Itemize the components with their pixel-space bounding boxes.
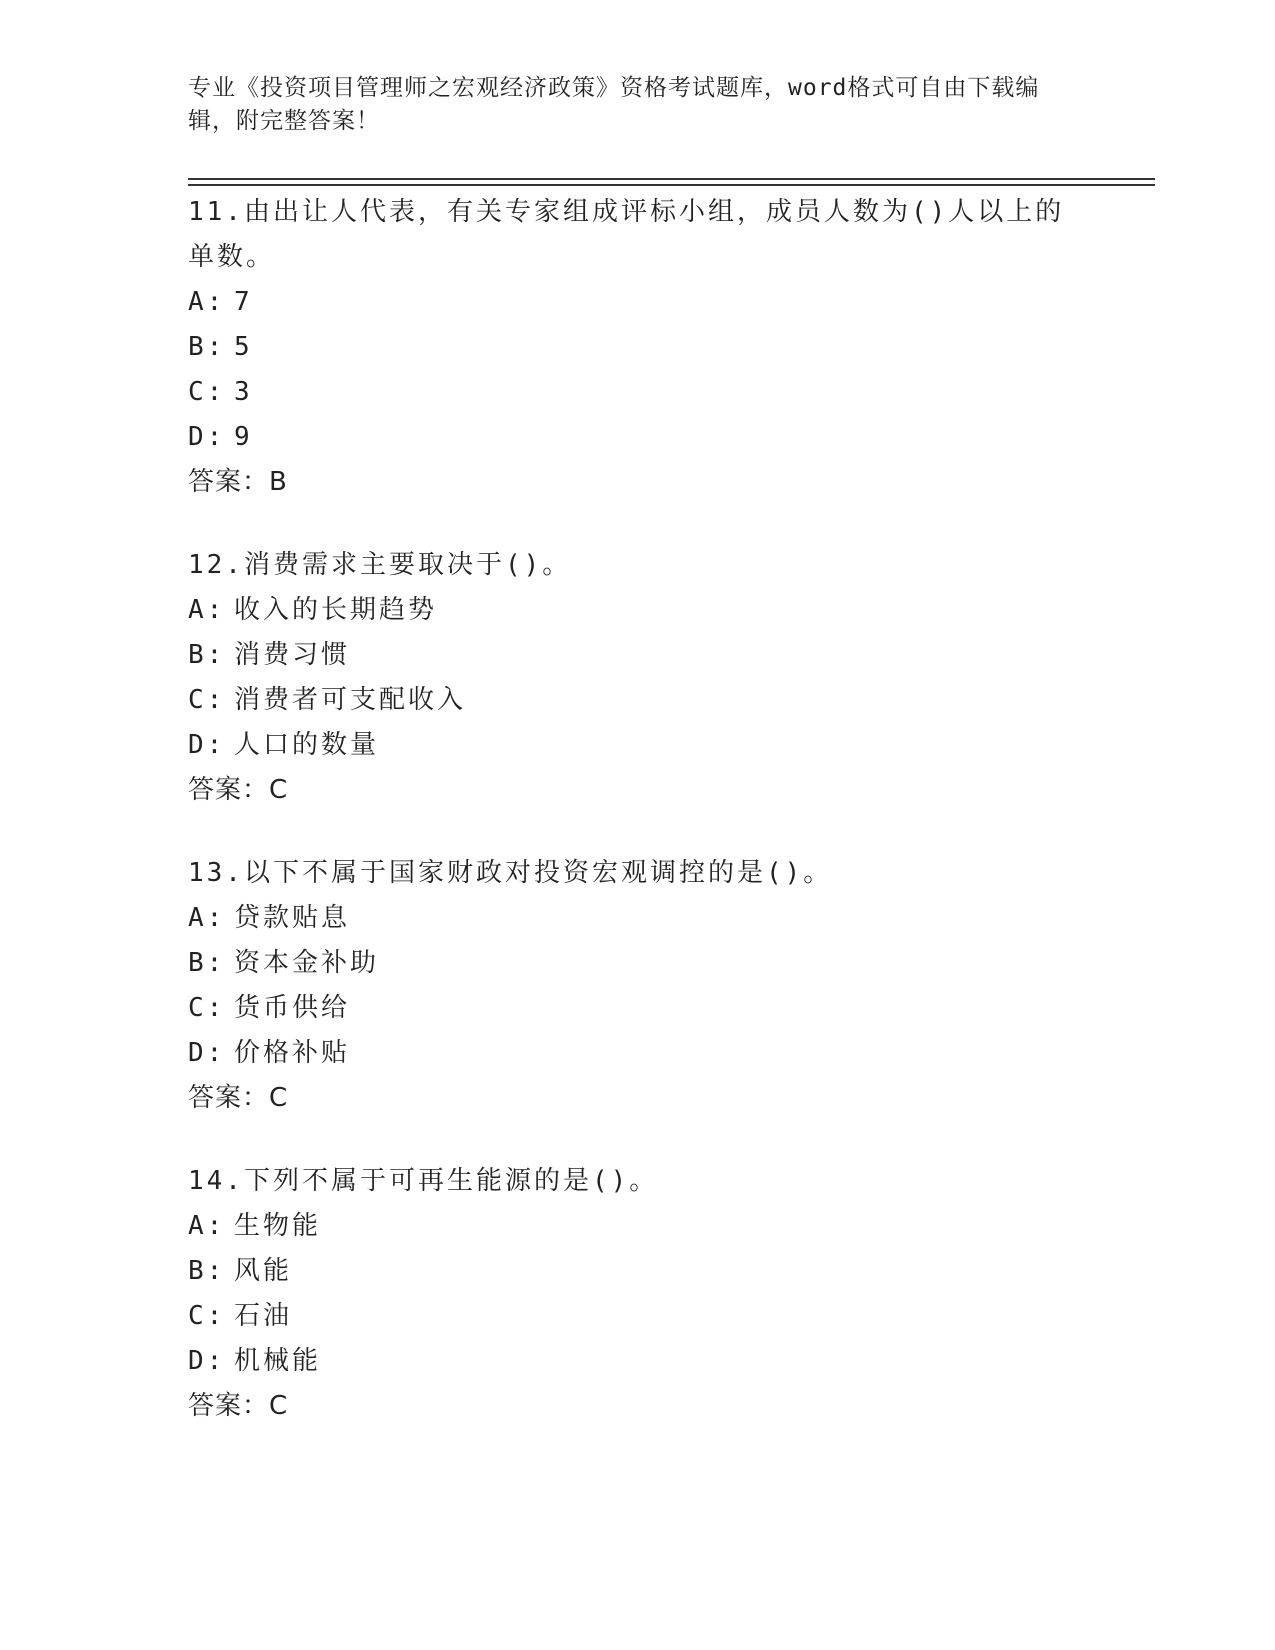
option-letter: C: [188, 685, 226, 715]
answer-line: 答案：C [188, 1083, 289, 1113]
option-letter: C: [188, 993, 226, 1023]
option-letter: B: [188, 948, 226, 978]
option-text: 机械能 [234, 1346, 322, 1376]
option-text: 收入的长期趋势 [234, 595, 438, 625]
option-text: 生物能 [234, 1211, 322, 1241]
option-letter: C: [188, 1301, 226, 1331]
question-stem: 11.由出让人代表，有关专家组成评标小组，成员人数为()人以上的单数。 [188, 197, 1065, 272]
document-header: 专业《投资项目管理师之宏观经济政策》资格考试题库，word格式可自由下载编辑，附完整答案！ [188, 75, 1040, 134]
option-a [188, 280, 1088, 325]
question-item [188, 1159, 1088, 1429]
option-d [188, 723, 1088, 768]
option-text: 风能 [234, 1256, 293, 1286]
option-text: 消费习惯 [234, 640, 351, 670]
option-text: 7 [234, 287, 253, 317]
option-text: 人口的数量 [234, 730, 380, 760]
option-a [188, 1204, 1088, 1249]
answer-line: 答案：B [188, 467, 288, 497]
option-letter: A: [188, 903, 226, 933]
option-a [188, 896, 1088, 941]
question-stem: 13.以下不属于国家财政对投资宏观调控的是()。 [188, 858, 833, 888]
option-d [188, 1339, 1088, 1384]
question-stem: 14.下列不属于可再生能源的是()。 [188, 1166, 659, 1196]
option-b [188, 325, 1088, 370]
option-c [188, 986, 1088, 1031]
option-b [188, 1249, 1088, 1294]
option-text: 贷款贴息 [234, 903, 351, 933]
answer-line: 答案：C [188, 775, 289, 805]
header-divider-bottom [188, 184, 1155, 186]
option-letter: D: [188, 422, 226, 452]
option-b [188, 941, 1088, 986]
option-letter: D: [188, 1038, 226, 1068]
option-text: 资本金补助 [234, 948, 380, 978]
question-item [188, 851, 1088, 1121]
option-letter: A: [188, 595, 226, 625]
option-text: 5 [234, 332, 253, 362]
option-text: 价格补贴 [234, 1038, 351, 1068]
option-c [188, 1294, 1088, 1339]
option-letter: A: [188, 287, 226, 317]
option-text: 9 [234, 422, 253, 452]
option-letter: C: [188, 377, 226, 407]
option-text: 消费者可支配收入 [234, 685, 467, 715]
option-a [188, 588, 1088, 633]
option-d [188, 1031, 1088, 1076]
option-letter: B: [188, 1256, 226, 1286]
option-letter: D: [188, 730, 226, 760]
option-letter: A: [188, 1211, 226, 1241]
option-b [188, 633, 1088, 678]
answer-line: 答案：C [188, 1391, 289, 1421]
option-text: 石油 [234, 1301, 293, 1331]
header-divider-top [188, 178, 1155, 180]
option-text: 3 [234, 377, 253, 407]
option-c [188, 370, 1088, 415]
option-letter: B: [188, 332, 226, 362]
option-d [188, 415, 1088, 460]
question-list [188, 190, 1088, 1467]
question-item [188, 543, 1088, 813]
option-text: 货币供给 [234, 993, 351, 1023]
option-letter: B: [188, 640, 226, 670]
question-item [188, 190, 1088, 505]
option-c [188, 678, 1088, 723]
option-letter: D: [188, 1346, 226, 1376]
question-stem: 12.消费需求主要取决于()。 [188, 550, 572, 580]
